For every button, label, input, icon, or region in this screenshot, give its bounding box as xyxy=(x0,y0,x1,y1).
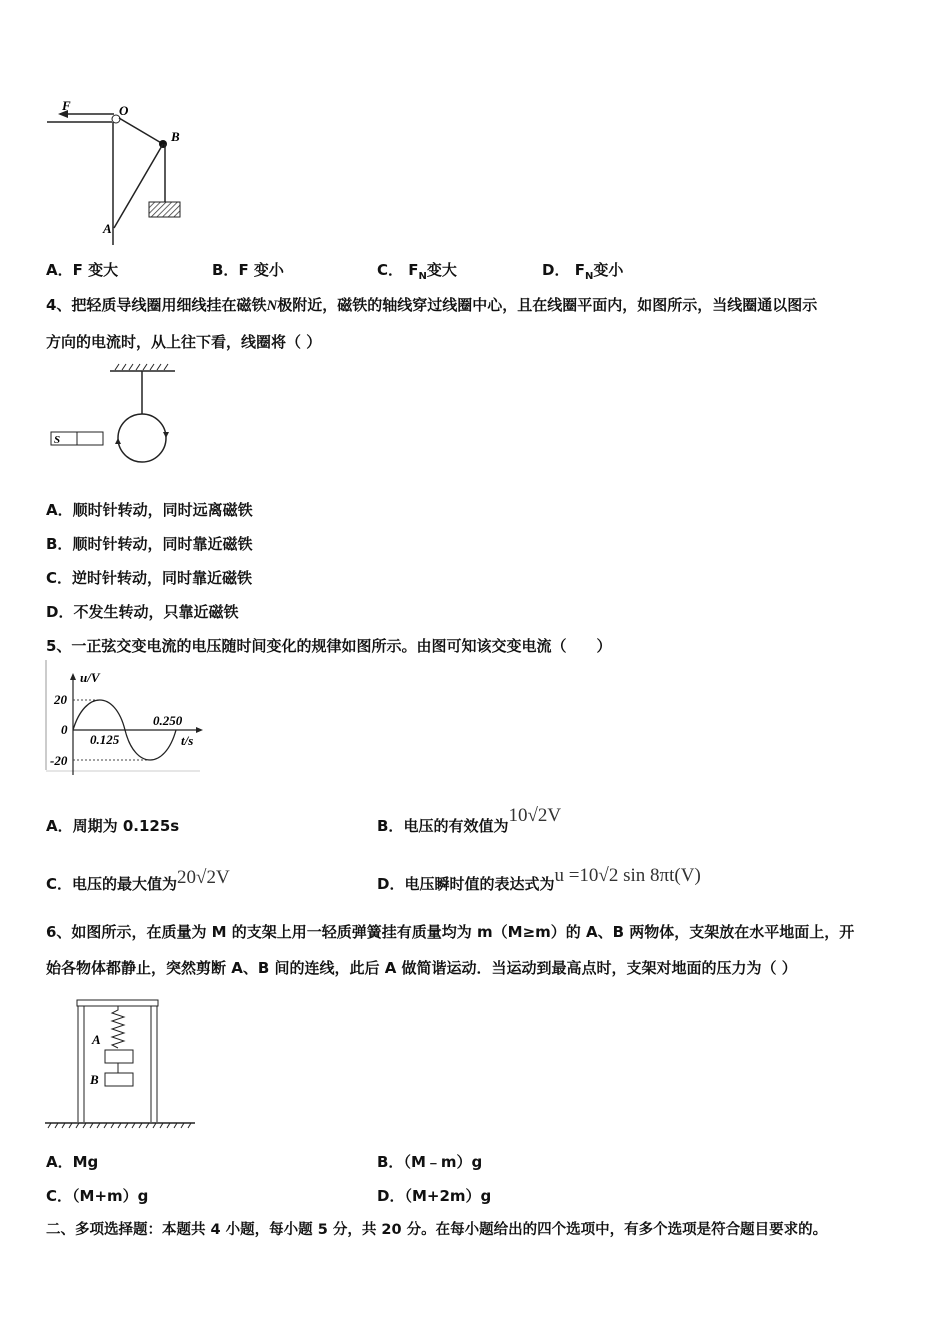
option-key: B． xyxy=(377,817,404,835)
stem-text: 极附近，磁铁的轴线穿过线圈中心，且在线圈平面内，如图所示，当线圈通以图示 xyxy=(277,296,818,314)
option-text: 顺时针转动，同时远离磁铁 xyxy=(72,501,253,519)
section-2-heading: 二、多项选择题：本题共 4 小题，每小题 5 分，共 20 分。在每小题给出的四个选项中，有多个选项是符合题目要求的。 xyxy=(46,1222,828,1238)
option-text: 变小 xyxy=(593,261,624,279)
q4-stem-line2: 方向的电流时，从上往下看，线圈将（ ） xyxy=(46,333,322,351)
q6-option-a[interactable] xyxy=(46,1152,98,1172)
option-key: A． xyxy=(46,817,73,835)
q6-option-c[interactable] xyxy=(46,1186,148,1206)
label-B: B xyxy=(171,129,180,144)
q6-option-b[interactable] xyxy=(377,1152,482,1172)
q6-option-d[interactable] xyxy=(377,1186,491,1206)
q3-option-c[interactable] xyxy=(377,260,457,287)
q5-figure-sine-graph xyxy=(40,660,220,780)
q4-stem-line1 xyxy=(46,295,817,316)
label-S: S xyxy=(54,434,61,446)
option-text: 电压的最大值为 xyxy=(72,875,178,893)
label-A: A xyxy=(103,221,112,236)
q5-option-c[interactable] xyxy=(46,867,230,894)
q5-option-b[interactable] xyxy=(377,805,562,836)
option-text: （M+2m）g xyxy=(404,1187,492,1205)
option-key: D． xyxy=(377,875,405,893)
option-text: F xyxy=(574,261,585,279)
subscript: N xyxy=(418,271,427,282)
q6-stem-line2: 始各物体都静止，突然剪断 A、B 间的连线，此后 A 做简谐运动．当运动到最高点时，支架对地面的压力为（ ） xyxy=(46,959,797,977)
q4-option-d[interactable] xyxy=(46,602,238,622)
stem-N: N xyxy=(266,298,278,314)
option-text: 不发生转动，只靠近磁铁 xyxy=(73,603,239,621)
label-F: F xyxy=(62,98,71,113)
option-key: A． xyxy=(46,501,73,519)
label-O: O xyxy=(119,103,129,118)
q5-option-d[interactable] xyxy=(377,865,701,894)
tick-0.125: 0.125 xyxy=(90,732,120,747)
option-key: D． xyxy=(377,1187,405,1205)
option-text: Mg xyxy=(72,1153,99,1171)
tick-minus-20: -20 xyxy=(50,753,68,768)
q5-stem: 5、一正弦交变电流的电压随时间变化的规律如图所示。由图可知该交变电流（ ） xyxy=(46,637,612,655)
option-text: 电压的有效值为 xyxy=(403,817,509,835)
subscript: N xyxy=(584,271,594,282)
label-B: B xyxy=(90,1072,99,1087)
q3-option-d[interactable] xyxy=(542,260,623,287)
option-text: （M+m）g xyxy=(72,1187,149,1205)
option-text: 电压瞬时值的表达式为 xyxy=(404,875,555,893)
q3-figure-pulley-diagram xyxy=(40,90,240,250)
q6-stem-line1: 6、如图所示，在质量为 M 的支架上用一轻质弹簧挂有质量均为 m（M≥m）的 A、B 两物体，支架放在水平地面上，开 xyxy=(46,923,855,941)
option-key: D． xyxy=(46,603,74,621)
math-expression: 10√2V xyxy=(508,805,562,826)
q6-figure-spring-frame xyxy=(40,990,200,1130)
tick-0: 0 xyxy=(61,722,68,737)
q3-option-a[interactable] xyxy=(46,260,118,280)
option-key: A． xyxy=(46,1153,73,1171)
option-key: A． xyxy=(46,261,73,279)
option-text: 周期为 0.125s xyxy=(72,817,180,835)
option-key: B． xyxy=(46,535,73,553)
math-expression: u =10√2 sin 8πt(V) xyxy=(554,865,701,886)
option-key: D． xyxy=(542,261,570,279)
q4-option-b[interactable] xyxy=(46,534,252,554)
y-axis-label: u/V xyxy=(80,670,100,685)
option-text: F 变小 xyxy=(238,261,284,279)
option-key: C． xyxy=(46,1187,73,1205)
q4-option-c[interactable] xyxy=(46,568,252,588)
option-text: F xyxy=(408,261,419,279)
q4-figure-magnet-coil xyxy=(40,360,190,470)
tick-20: 20 xyxy=(54,692,67,707)
q5-option-a[interactable] xyxy=(46,816,179,836)
math-expression: 20√2V xyxy=(177,867,230,888)
option-text: F 变大 xyxy=(72,261,119,279)
option-text: 顺时针转动，同时靠近磁铁 xyxy=(72,535,253,553)
option-text: （M﹣m）g xyxy=(403,1153,483,1171)
option-key: C． xyxy=(46,569,73,587)
label-A: A xyxy=(92,1032,101,1047)
stem-text: 4、把轻质导线圈用细线挂在磁铁 xyxy=(46,296,267,314)
option-text: 逆时针转动，同时靠近磁铁 xyxy=(72,569,253,587)
x-axis-label: t/s xyxy=(181,733,194,748)
option-key: C． xyxy=(377,261,404,279)
option-key: C． xyxy=(46,875,73,893)
tick-0.250: 0.250 xyxy=(153,713,183,728)
option-text: 变大 xyxy=(426,261,457,279)
q4-option-a[interactable] xyxy=(46,500,253,520)
option-key: B． xyxy=(377,1153,404,1171)
q3-option-b[interactable] xyxy=(212,260,284,280)
option-key: B． xyxy=(212,261,239,279)
